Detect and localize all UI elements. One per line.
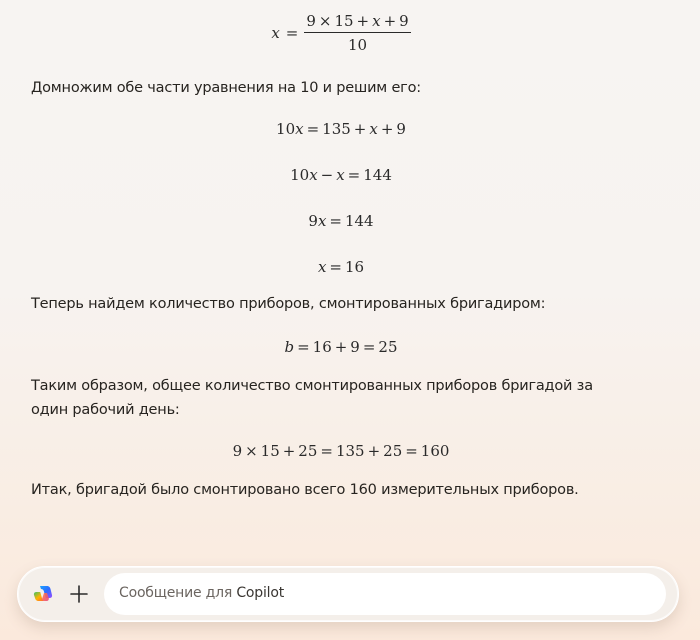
paragraph-total: Таким образом, общее количество смонтированных приборов бригадой за один рабочий день: [31, 378, 593, 418]
equation-5: x = 16 [317, 258, 365, 276]
fraction-numerator: 9 × 15 + x + 9 [304, 12, 410, 33]
equation-6: b = 16 + 9 = 25 [284, 338, 398, 356]
equation-3: 10x − x = 144 [290, 166, 392, 184]
equation-2: 10x = 135 + x + 9 [276, 120, 406, 138]
message-composer [17, 566, 679, 622]
paragraph-foreman: Теперь найдем количество приборов, смонтированных бригадиром: [31, 296, 546, 312]
plus-icon[interactable] [66, 581, 92, 607]
paragraph-conclusion: Итак, бригадой было смонтировано всего 160 измерительных приборов. [31, 482, 579, 498]
fraction-denominator: 10 [347, 36, 368, 54]
message-input[interactable] [104, 573, 666, 615]
placeholder-prefix: Сообщение для [119, 585, 237, 601]
placeholder-brand: Copilot [236, 585, 285, 601]
equation-lhs: x [271, 24, 280, 42]
fraction [304, 12, 410, 54]
copilot-logo-icon[interactable] [32, 584, 54, 606]
equation-fraction [0, 12, 682, 54]
equation-4: 9x = 144 [308, 212, 374, 230]
equation-equals: = [285, 24, 299, 42]
equation-7: 9 × 15 + 25 = 135 + 25 = 160 [232, 442, 450, 460]
paragraph-multiply: Домножим обе части уравнения на 10 и решим его: [31, 80, 421, 96]
